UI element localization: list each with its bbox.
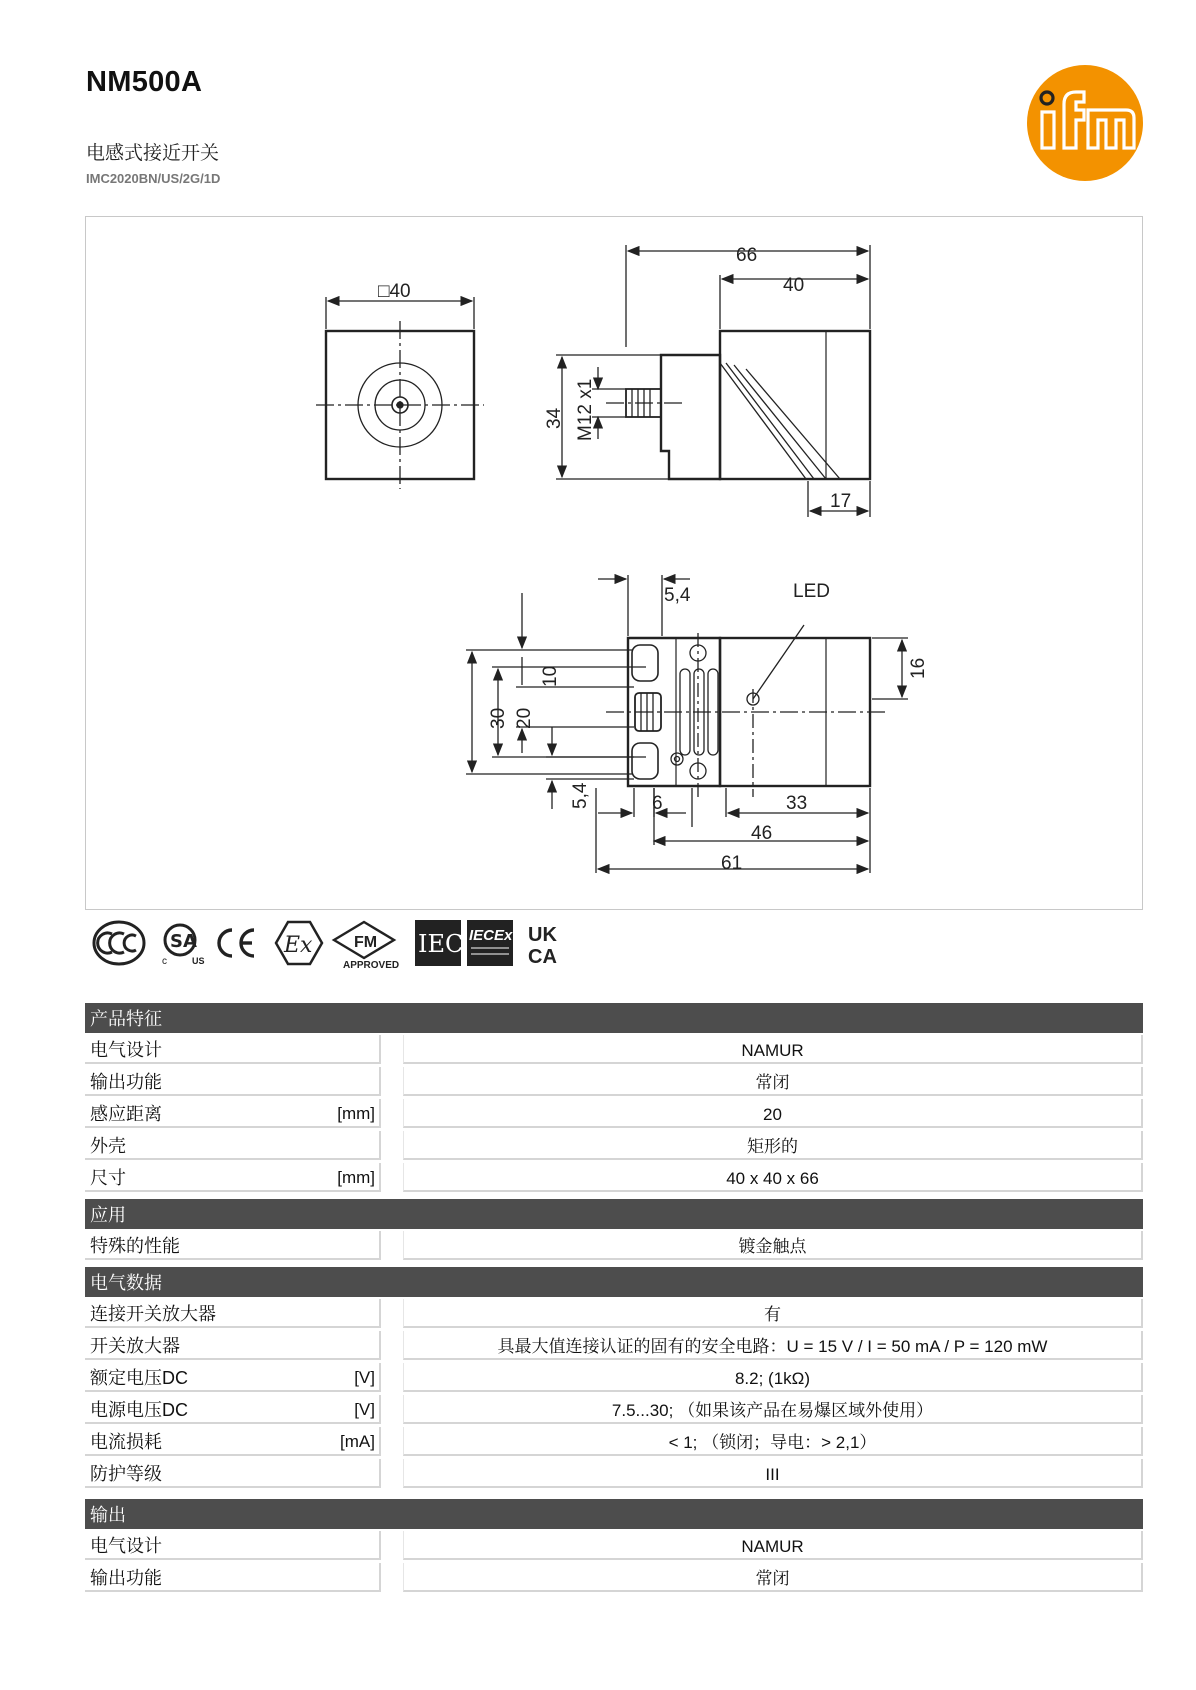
dim-5-4-left: 5,4 [570,782,591,809]
table-row [85,1131,1143,1160]
table-row [85,1363,1143,1392]
row-label: 电气设计 [85,1035,381,1064]
table-row [85,1035,1143,1064]
svg-text:CA: CA [528,946,557,968]
fm-approved-mark [334,922,399,970]
row-value: NAMUR [403,1035,1143,1064]
section-header: 产品特征 [85,1003,1143,1033]
table-row [85,1231,1143,1260]
dim-5-4-top: 5,4 [664,585,691,606]
svg-text:Ex: Ex [284,933,313,958]
row-label: 电源电压DC [V] [85,1395,381,1424]
dim-10: 10 [540,665,561,687]
dim-m12: M12 x1 [575,378,596,441]
section-product-features [85,1003,1143,1195]
dim-33: 33 [786,793,808,814]
row-label: 外壳 [85,1131,381,1160]
row-label: 输出功能 [85,1067,381,1096]
table-row [85,1299,1143,1328]
ukca-mark [528,924,557,968]
row-value: 矩形的 [403,1131,1143,1160]
table-row [85,1459,1143,1488]
product-subtitle: 电感式接近开关 [86,143,220,164]
section-header: 应用 [85,1199,1143,1229]
dim-30: 30 [488,707,509,729]
section-output [85,1499,1143,1595]
row-value: 20 [403,1099,1143,1128]
svg-text:IEC: IEC [418,930,464,958]
row-label: 感应距离 [mm] [85,1099,381,1128]
row-label: 防护等级 [85,1459,381,1488]
svg-text:IECEx: IECEx [469,927,513,944]
product-title: NM500A [86,66,203,98]
table-row [85,1531,1143,1560]
row-value: 有 [403,1299,1143,1328]
dim-46: 46 [751,823,773,844]
row-value: NAMUR [403,1531,1143,1560]
row-label: 连接开关放大器 [85,1299,381,1328]
led-label: LED [793,581,830,602]
ce-mark [219,930,254,956]
iec-mark [415,920,463,966]
row-label: 特殊的性能 [85,1231,381,1260]
table-row [85,1395,1143,1424]
row-value: 具最大值连接认证的固有的安全电路：U = 15 V / I = 50 mA / P = 120 mW [403,1331,1143,1360]
dim-square-40: □40 [378,281,411,302]
row-label: 额定电压DC [V] [85,1363,381,1392]
article-number: IMC2020BN/US/2G/1D [86,171,221,186]
table-row [85,1163,1143,1192]
svg-text:FM: FM [354,934,378,951]
dim-34: 34 [544,407,565,429]
section-electrical-data [85,1267,1143,1491]
table-row [85,1563,1143,1592]
dim-40: 40 [783,275,805,296]
csa-mark [162,925,205,967]
ex-mark [276,922,322,964]
certification-marks [92,916,602,970]
dimension-drawing [85,216,1143,910]
dim-17: 17 [830,491,852,512]
row-value: III [403,1459,1143,1488]
row-value: 常闭 [403,1563,1143,1592]
svg-text:UK: UK [528,924,557,946]
table-row [85,1099,1143,1128]
dim-66: 66 [736,245,758,266]
ccc-mark [94,922,144,964]
svg-text:APPROVED: APPROVED [343,960,400,970]
row-label: 输出功能 [85,1563,381,1592]
dim-20: 20 [514,707,535,729]
row-value: 镀金触点 [403,1231,1143,1260]
ifm-logo [1026,64,1144,182]
row-label: 尺寸 [mm] [85,1163,381,1192]
iecex-mark [467,920,513,966]
logo-text: ifm [1085,178,1087,179]
section-application [85,1199,1143,1263]
section-header: 电气数据 [85,1267,1143,1297]
dim-6: 6 [652,793,663,814]
dim-16: 16 [908,657,929,679]
dim-61: 61 [721,853,743,874]
row-value: 8.2; (1kΩ) [403,1363,1143,1392]
row-label: 电流损耗 [mA] [85,1427,381,1456]
row-value: 常闭 [403,1067,1143,1096]
svg-text:c: c [162,956,167,967]
svg-text:SA: SA [170,931,197,952]
row-value: 7.5...30; （如果该产品在易爆区域外使用） [403,1395,1143,1424]
table-row [85,1067,1143,1096]
row-label: 电气设计 [85,1531,381,1560]
svg-text:US: US [192,956,205,966]
table-row [85,1427,1143,1456]
section-header: 输出 [85,1499,1143,1529]
row-value: 40 x 40 x 66 [403,1163,1143,1192]
row-value: < 1; （锁闭；导电：> 2,1） [403,1427,1143,1456]
row-label: 开关放大器 [85,1331,381,1360]
table-row [85,1331,1143,1360]
